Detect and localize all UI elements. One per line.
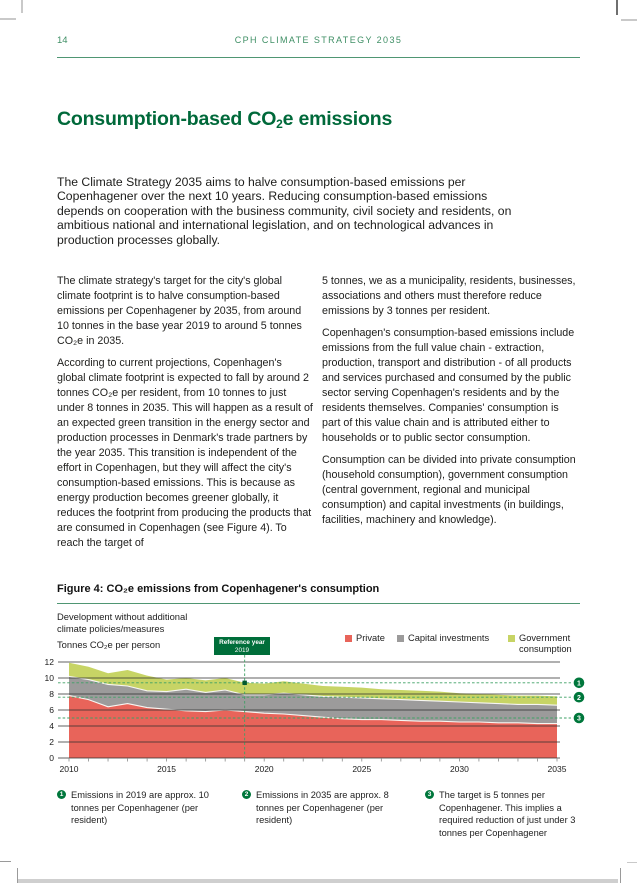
legend-swatch-government-consumption [508,635,515,642]
svg-text:2030: 2030 [449,764,469,774]
paragraph: According to current projections, Copenhagen's global climate footprint is expected to fall by around 2 tonnes CO₂e per resident, from 10 tonnes to just under 8 tonnes in 2035. This will happen as a result of an expected green transition in the energy sector and production processes in Denmark's trade partners by the year 2035. This transition is independent of the effort in Copenhagen, but they will affect the city's consumption-based emissions. This is because as energy production becomes greener globally, it reduces the footprint from producing the products that are consumed in Copenhagen (see Figure 4). To reach the target of [57,357,313,549]
header-rule [57,57,580,58]
svg-text:4: 4 [49,721,54,731]
figure-note: Development without additional climate policies/measures [57,611,188,634]
crop-mark-bottom-right-v [620,868,621,883]
svg-text:0: 0 [49,753,54,763]
legend-item-private: Private [345,633,385,644]
crop-mark-bottom-right-h [627,862,637,863]
crop-mark-top-left-h [0,18,16,20]
crop-mark-bottom-left-h [0,861,11,862]
subscript-2: 2 [276,117,283,131]
svg-text:2025: 2025 [352,764,372,774]
svg-text:1: 1 [577,680,581,688]
figure-caption: Figure 4: CO₂e emissions from Copenhagener's consumption [57,583,380,595]
svg-text:2015: 2015 [157,764,177,774]
paragraph: Copenhagen's consumption-based emissions include emissions from the full value chain - extraction, production, transport and distribution - of all products and services purchased and consumed by the public sector serving Copenhagen's residents and by the residents themselves. Companies' consumption is part of this value chain and is attributed either to households or to public sector consumption. [322,327,575,444]
svg-text:12: 12 [44,657,54,667]
svg-text:2020: 2020 [254,764,274,774]
running-header: CPH CLIMATE STRATEGY 2035 [234,35,403,45]
legend-item-government-consumption: Government consumption [508,633,594,654]
page-bottom-edge [18,879,618,883]
intro-paragraph: The Climate Strategy 2035 aims to halve consumption-based emissions per Copenhagener over the next 10 years. Reducing consumption-based emissions depends on cooperation with the business community, civil society and residents, on ambitious national and international legislation, and on technological advances in production processes globally. [57,175,512,247]
crop-mark-top-right-v [616,0,618,15]
legend-item-capital-investments: Capital investments [397,633,489,644]
footnote-2: 2 Emissions in 2035 are approx. 8 tonnes per Copenhagener (per resident) [242,789,414,827]
legend-swatch-private [345,635,352,642]
paragraph: Consumption can be divided into private consumption (household consumption), government consumption (central government, regional and municipal consumption) and capital investments (in buildings, facilities, machinery and knowledge). [322,454,576,526]
svg-text:8: 8 [49,689,54,699]
page-number: 14 [57,35,68,46]
footnote-3: 3 The target is 5 tonnes per Copenhagener. This implies a required reduction of just under 3 tonnes per Copenhagener [425,789,593,839]
svg-text:6: 6 [49,705,54,715]
body-column-left [57,274,313,558]
legend-swatch-capital-investments [397,635,404,642]
figure4-chart-svg [40,655,596,780]
page-title: Consumption-based CO2e emissions [57,108,393,131]
svg-text:10: 10 [44,673,54,683]
svg-text:2010: 2010 [59,764,79,774]
y-axis-title: Tonnes CO₂e per person [57,639,161,650]
crop-mark-top-left-v [21,0,23,13]
svg-text:2: 2 [577,694,581,702]
svg-text:2: 2 [49,737,54,747]
footnote-1-marker: 1 [57,790,66,799]
figure-rule [57,603,580,604]
reference-year-badge: Reference year 2019 [214,637,270,655]
footnote-1: 1 Emissions in 2019 are approx. 10 tonnes per Copenhagener (per resident) [57,789,229,827]
figure4-chart [40,655,596,780]
body-column-right [322,274,578,535]
paragraph: 5 tonnes, we as a municipality, residents, businesses, associations and others must therefore reduce emissions by 3 tonnes per resident. [322,275,576,317]
crop-mark-top-right-h [621,19,637,21]
svg-text:3: 3 [577,715,581,723]
footnote-3-marker: 3 [425,790,434,799]
footnote-2-marker: 2 [242,790,251,799]
svg-text:2035: 2035 [547,764,567,774]
paragraph: The climate strategy's target for the city's global climate footprint is to halve consumption-based emissions per Copenhagener by 2035, from around 10 tonnes in the base year 2019 to around 5 tonnes CO₂e in 2035. [57,275,302,347]
